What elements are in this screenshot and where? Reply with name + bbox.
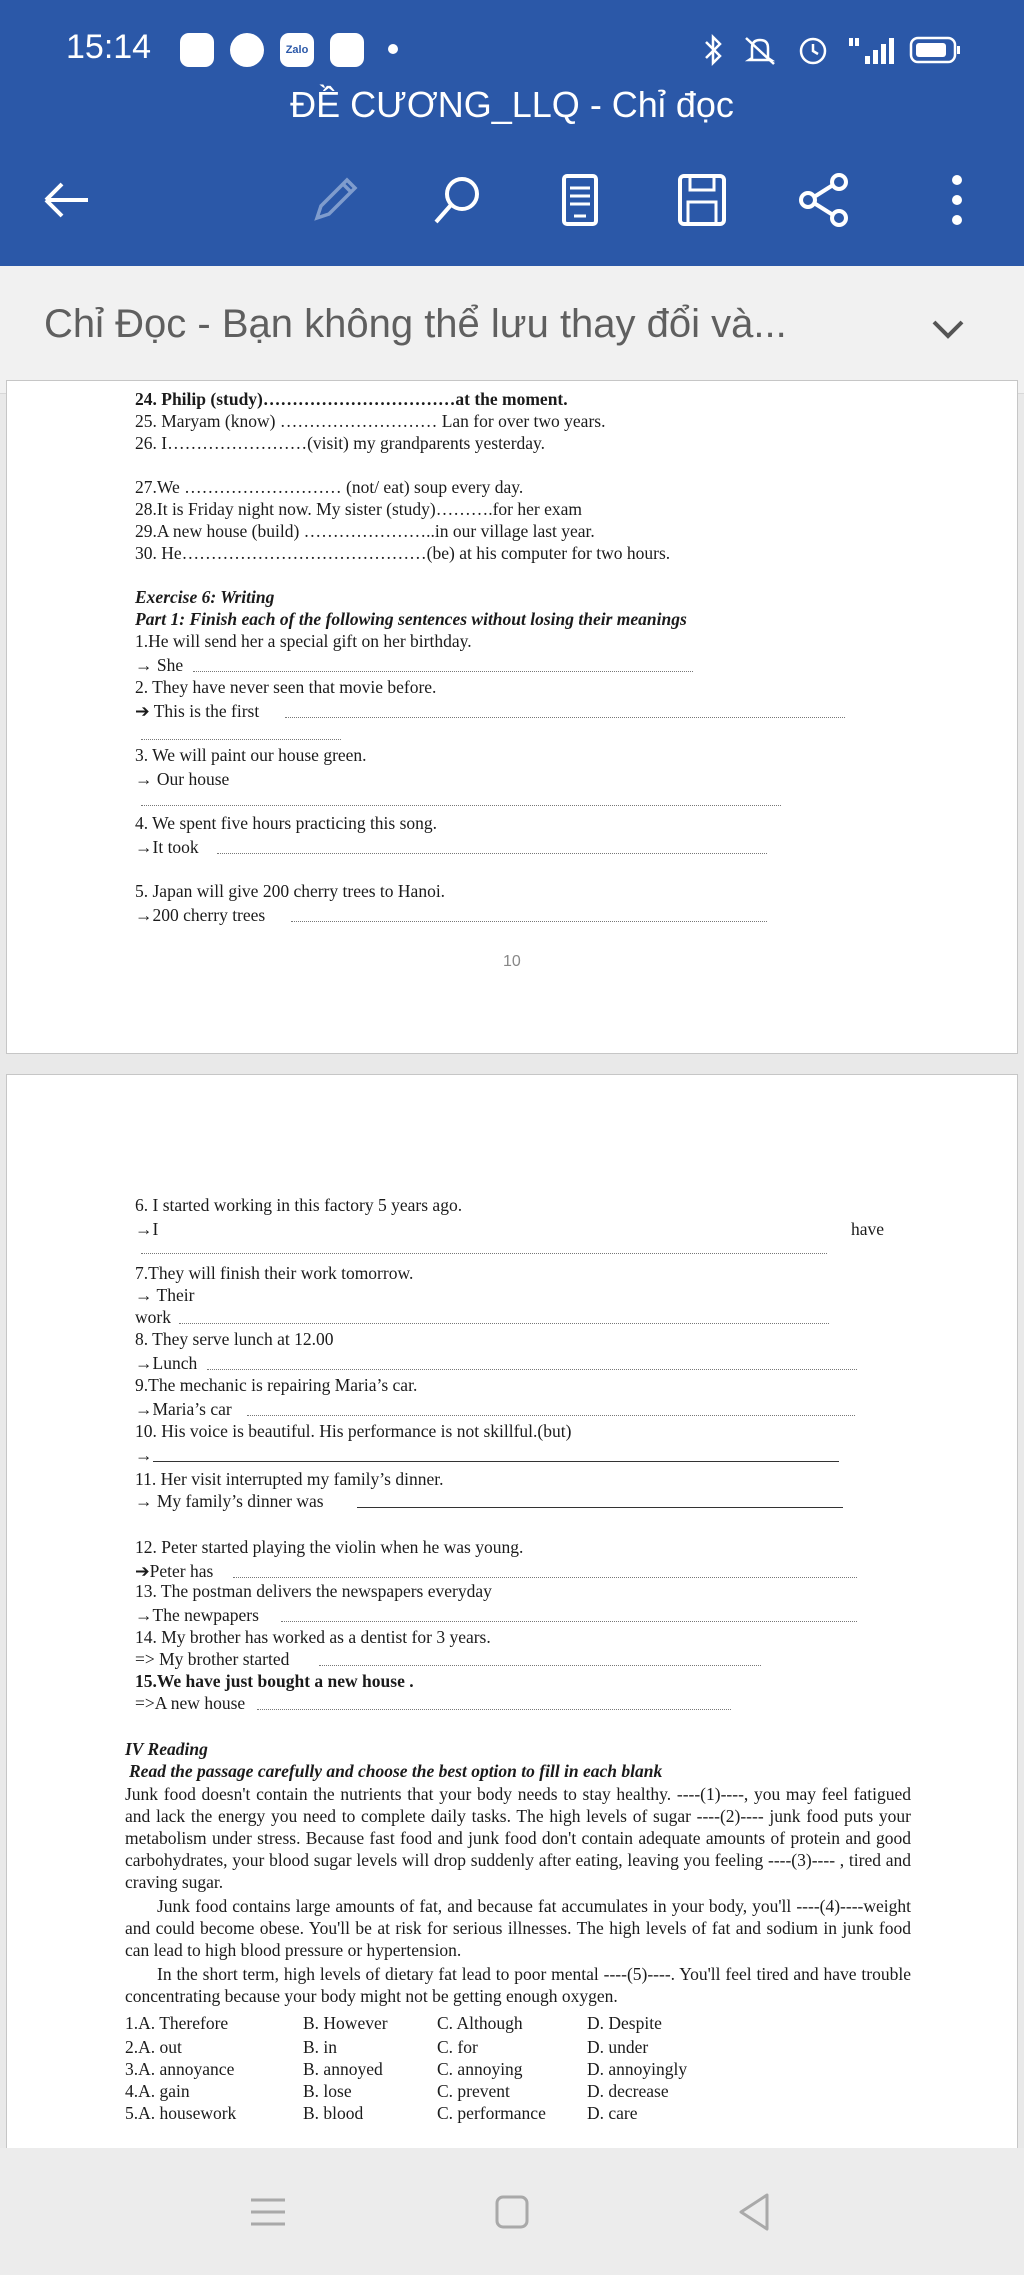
answer-prompt: →Lunch bbox=[135, 1353, 198, 1373]
reading-paragraph: In the short term, high levels of dietary fat lead to poor mental ----(5)----. You'll feel tired and have trouble concentrating because your body might not be getting enough oxygen. bbox=[125, 1964, 911, 2006]
option-d: D. Despite bbox=[587, 2013, 662, 2033]
option-b: B. However bbox=[303, 2013, 388, 2033]
answer-line bbox=[141, 739, 341, 740]
option-b: B. lose bbox=[303, 2081, 352, 2101]
app-notification-icon bbox=[180, 33, 214, 67]
exercise-line: 25. Maryam (know) ……………………… Lan for over two years. bbox=[135, 411, 606, 431]
writing-prompt: 13. The postman delivers the newspapers everyday bbox=[135, 1581, 492, 1601]
status-time: 15:14 bbox=[66, 28, 152, 66]
bluetooth-icon bbox=[700, 30, 728, 70]
option-c: C. Although bbox=[437, 2013, 523, 2033]
home-icon bbox=[487, 2187, 537, 2237]
option-c: C. annoying bbox=[437, 2059, 523, 2079]
share-button[interactable] bbox=[784, 160, 864, 240]
search-button[interactable] bbox=[418, 160, 498, 240]
exercise-heading: Exercise 6: Writing bbox=[135, 587, 275, 607]
more-vertical-icon bbox=[917, 170, 977, 230]
option-a: 2.A. out bbox=[125, 2037, 182, 2057]
reading-view-icon bbox=[550, 170, 610, 230]
recent-apps-button[interactable] bbox=[228, 2172, 308, 2252]
writing-prompt: 10. His voice is beautiful. His performance is not skillful.(but) bbox=[135, 1421, 572, 1441]
answer-prompt: → Their bbox=[135, 1285, 195, 1305]
edit-button[interactable] bbox=[295, 160, 375, 240]
document-page bbox=[6, 380, 1018, 1054]
answer-line bbox=[193, 671, 693, 672]
answer-line bbox=[281, 1621, 857, 1622]
exercise-line: 29.A new house (build) …………………..in our village last year. bbox=[135, 521, 595, 541]
save-button[interactable] bbox=[662, 160, 742, 240]
arrow-left-icon bbox=[36, 170, 96, 230]
answer-prompt: work bbox=[135, 1307, 171, 1327]
document-page bbox=[6, 1074, 1018, 2175]
writing-prompt: 3. We will paint our house green. bbox=[135, 745, 367, 765]
page-number: 10 bbox=[503, 953, 521, 970]
option-a: 4.A. gain bbox=[125, 2081, 190, 2101]
option-c: C. prevent bbox=[437, 2081, 510, 2101]
option-b: B. in bbox=[303, 2037, 338, 2057]
signal-icon bbox=[845, 30, 895, 70]
answer-prompt: => My brother started bbox=[135, 1649, 290, 1669]
zalo-icon: Zalo bbox=[280, 33, 314, 67]
back-button[interactable] bbox=[26, 160, 106, 240]
more-options-button[interactable] bbox=[907, 160, 987, 240]
answer-prompt: → She bbox=[135, 655, 184, 675]
answer-line bbox=[233, 1577, 857, 1578]
answer-prompt: ➔ This is the first bbox=[135, 701, 260, 721]
answer-line bbox=[179, 1323, 829, 1324]
answer-prompt: → Our house bbox=[135, 769, 230, 789]
share-icon bbox=[794, 170, 854, 230]
writing-prompt: 2. They have never seen that movie before. bbox=[135, 677, 437, 697]
writing-prompt: 12. Peter started playing the violin when he was young. bbox=[135, 1537, 524, 1557]
answer-line bbox=[285, 717, 845, 718]
answer-prompt: →200 cherry trees bbox=[135, 905, 266, 925]
exercise-line: 24. Philip (study)……………………………at the moment. bbox=[135, 389, 568, 409]
answer-prompt: → bbox=[135, 1445, 153, 1465]
answer-line bbox=[141, 805, 781, 806]
read-only-message: Chỉ Đọc - Bạn không thể lưu thay đổi và... bbox=[44, 302, 787, 346]
menu-icon bbox=[243, 2187, 293, 2237]
writing-prompt: 14. My brother has worked as a dentist for 3 years. bbox=[135, 1627, 491, 1647]
answer-prompt: →The newpapers bbox=[135, 1605, 259, 1625]
writing-prompt: 8. They serve lunch at 12.00 bbox=[135, 1329, 334, 1349]
answer-prompt: →It took bbox=[135, 837, 199, 857]
answer-line bbox=[257, 1709, 731, 1710]
system-back-button[interactable] bbox=[714, 2172, 794, 2252]
save-icon bbox=[672, 170, 732, 230]
alarm-icon bbox=[795, 30, 831, 70]
writing-prompt: 5. Japan will give 200 cherry trees to Hanoi. bbox=[135, 881, 446, 901]
writing-prompt: 7.They will finish their work tomorrow. bbox=[135, 1263, 414, 1283]
answer-line bbox=[141, 1253, 827, 1254]
answer-prompt: =>A new house bbox=[135, 1693, 246, 1713]
answer-line bbox=[153, 1461, 839, 1462]
battery-icon bbox=[908, 30, 962, 70]
option-d: D. care bbox=[587, 2103, 638, 2123]
writing-prompt: 15.We have just bought a new house . bbox=[135, 1671, 414, 1691]
system-navigation-bar bbox=[0, 2148, 1024, 2275]
pencil-icon bbox=[305, 170, 365, 230]
option-a: 1.A. Therefore bbox=[125, 2013, 229, 2033]
option-d: D. under bbox=[587, 2037, 649, 2057]
exercise-line: 27.We ……………………… (not/ eat) soup every day. bbox=[135, 477, 524, 497]
writing-prompt: 11. Her visit interrupted my family’s dinner. bbox=[135, 1469, 444, 1489]
answer-line bbox=[207, 1369, 857, 1370]
option-b: B. blood bbox=[303, 2103, 364, 2123]
answer-prompt: ➔Peter has bbox=[135, 1561, 214, 1581]
app-header bbox=[0, 0, 1024, 266]
writing-prompt: 6. I started working in this factory 5 years ago. bbox=[135, 1195, 463, 1215]
answer-line bbox=[319, 1665, 761, 1666]
option-b: B. annoyed bbox=[303, 2059, 383, 2079]
answer-line bbox=[217, 853, 767, 854]
writing-prompt: 1.He will send her a special gift on her birthday. bbox=[135, 631, 472, 651]
reading-paragraph: Junk food doesn't contain the nutrients that your body needs to stay healthy. ----(1)----, you may feel fatigued and lack the energy you need to complete daily tasks. The high levels of sugar ----(2)---- junk food puts your metabolism under stress. Because fast food and junk food don't contain adequate amounts of protein and good carbohydrates, your blood sugar levels will drop suddenly after eating, leaving you feeling ----(3)---- , tired and craving sugar. bbox=[125, 1784, 911, 1892]
option-a: 3.A. annoyance bbox=[125, 2059, 235, 2079]
home-button[interactable] bbox=[472, 2172, 552, 2252]
answer-line bbox=[357, 1507, 843, 1508]
mute-icon bbox=[740, 30, 780, 70]
option-c: C. performance bbox=[437, 2103, 546, 2123]
exercise-instruction: Part 1: Finish each of the following sentences without losing their meanings bbox=[135, 609, 687, 629]
chevron-down-icon[interactable] bbox=[920, 302, 976, 358]
reading-heading: IV Reading bbox=[125, 1739, 208, 1759]
document-title: ĐỀ CƯƠNG_LLQ - Chỉ đọc bbox=[290, 84, 734, 125]
answer-prompt: → My family’s dinner was bbox=[135, 1491, 324, 1511]
option-c: C. for bbox=[437, 2037, 478, 2057]
exercise-line: 28.It is Friday night now. My sister (study)……….for her exam bbox=[135, 499, 583, 519]
answer-line bbox=[291, 921, 767, 922]
messenger-icon bbox=[230, 33, 264, 67]
back-icon bbox=[729, 2187, 779, 2237]
answer-hint: have bbox=[851, 1219, 885, 1239]
answer-prompt: →Maria’s car bbox=[135, 1399, 232, 1419]
exercise-line: 26. I……………………(visit) my grandparents yesterday. bbox=[135, 433, 546, 453]
answer-prompt: →I bbox=[135, 1219, 159, 1239]
app-notification-icon bbox=[330, 33, 364, 67]
option-a: 5.A. housework bbox=[125, 2103, 237, 2123]
option-d: D. annoyingly bbox=[587, 2059, 688, 2079]
answer-line bbox=[247, 1415, 855, 1416]
reading-instruction: Read the passage carefully and choose the best option to fill in each blank bbox=[129, 1761, 663, 1781]
read-only-banner[interactable] bbox=[0, 266, 1024, 394]
option-d: D. decrease bbox=[587, 2081, 669, 2101]
writing-prompt: 9.The mechanic is repairing Maria’s car. bbox=[135, 1375, 418, 1395]
notification-dot bbox=[388, 44, 398, 54]
search-icon bbox=[428, 170, 488, 230]
reading-view-button[interactable] bbox=[540, 160, 620, 240]
exercise-line: 30. He……………………………………(be) at his computer for two hours. bbox=[135, 543, 671, 563]
writing-prompt: 4. We spent five hours practicing this song. bbox=[135, 813, 438, 833]
reading-paragraph: Junk food contains large amounts of fat, and because fat accumulates in your body, you'll ----(4)----weight and could become obese. You'll be at risk for serious illnesses. The high levels of fat and sodium in junk food can lead to high blood pressure or hypertension. bbox=[125, 1896, 911, 1960]
